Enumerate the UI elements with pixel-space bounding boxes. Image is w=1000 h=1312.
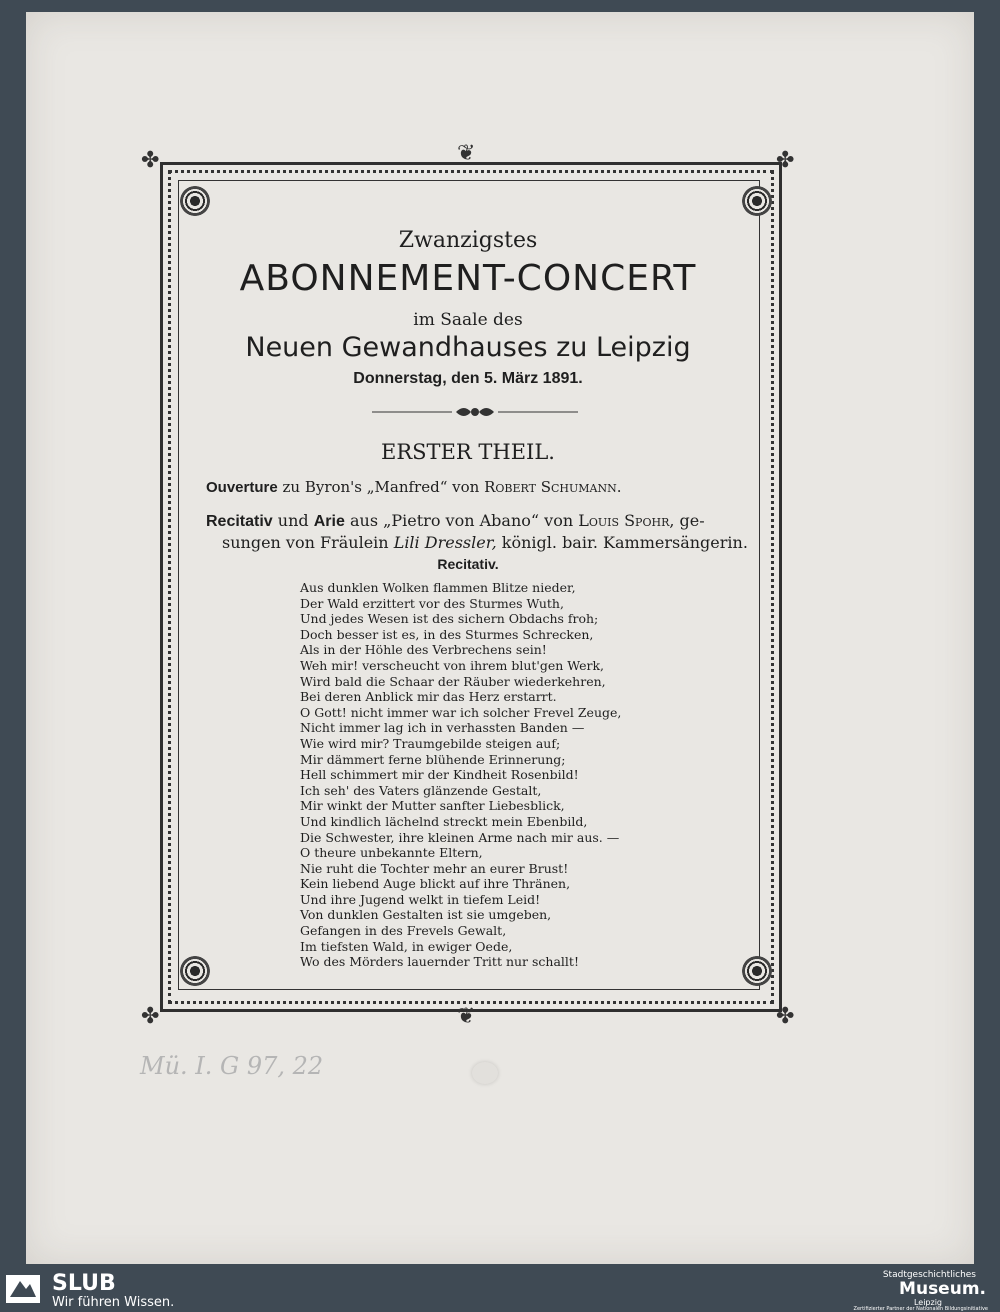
verse-line: Nie ruht die Tochter mehr an eurer Brust!	[300, 860, 569, 876]
verse-line: Der Wald erzittert vor des Sturmes Wuth,	[300, 595, 564, 611]
verse-line: Hell schimmert mir der Kindheit Rosenbild!	[300, 767, 579, 783]
hyphenation: ge-	[679, 511, 705, 530]
verse-line: O Gott! nicht immer war ich solcher Frevel Zeuge,	[300, 704, 622, 720]
verse-line: Im tiefsten Wald, in ewiger Oede,	[300, 938, 513, 954]
concert-date: Donnerstag, den 5. März 1891.	[353, 370, 583, 387]
verse-line: Mir dämmert ferne blühende Erinnerung;	[300, 751, 566, 767]
museum-wordmark[interactable]: Museum.	[899, 1279, 986, 1299]
performer-intro: sungen von Fräulein	[222, 533, 389, 552]
verse-line: Als in der Höhle des Verbrechens sein!	[300, 642, 547, 658]
verse-line: Kein liebend Auge blickt auf ihre Thränen,	[300, 876, 571, 892]
verse-line: Aus dunklen Wolken flammen Blitze nieder,	[300, 580, 576, 595]
composer-name: Robert Schumann.	[484, 478, 622, 496]
corner-scroll-icon: ✤	[776, 148, 795, 173]
fleuron-bottom-icon: ❦	[457, 1004, 476, 1029]
work-type: Recitativ	[206, 513, 273, 530]
verse-line: Wird bald die Schaar der Räuber wiederkehren,	[300, 673, 606, 689]
work-type: Arie	[313, 513, 345, 530]
fleuron-top-icon: ❦	[457, 141, 476, 166]
corner-scroll-icon: ✤	[776, 1004, 795, 1029]
verse-line: Die Schwester, ihre kleinen Arme nach mir aus. —	[300, 829, 620, 845]
verse-line: Nicht immer lag ich in verhassten Banden —	[300, 720, 585, 736]
museum-certification: Zertifizierter Partner der Nationalen Bildungsinitiative	[853, 1306, 988, 1312]
recitative-text	[300, 580, 621, 970]
museum-city: Leipzig	[913, 1298, 942, 1307]
blind-stamp	[472, 1062, 498, 1084]
part-heading: ERSTER THEIL.	[381, 440, 555, 464]
program-item-overture	[206, 476, 756, 499]
venue-name: Neuen Gewandhauses zu Leipzig	[245, 332, 691, 363]
verse-line: Bei deren Anblick mir das Herz erstarrt.	[300, 689, 557, 705]
corner-ornament-icon	[180, 186, 210, 216]
verse-line: O theure unbekannte Eltern,	[300, 845, 483, 861]
verse-line: Von dunklen Gestalten ist sie umgeben,	[300, 907, 552, 923]
slub-logo-icon[interactable]	[6, 1275, 40, 1303]
verse-line: Doch besser ist es, in des Sturmes Schrecken,	[300, 626, 594, 642]
work-description: zu Byron's „Manfred“ von	[282, 478, 480, 496]
corner-scroll-icon: ✤	[141, 148, 160, 173]
composer-name: Louis Spohr,	[578, 511, 675, 530]
recitative-heading: Recitativ.	[437, 556, 499, 572]
program-item-aria	[206, 510, 756, 533]
verse-line: Wo des Mörders lauernder Tritt nur schallt!	[300, 954, 579, 970]
singer-title: königl. bair. Kammersängerin.	[501, 533, 748, 552]
work-description: aus „Pietro von Abano“ von	[349, 511, 574, 530]
ornamental-divider-icon	[372, 404, 578, 420]
museum-label-small: Stadtgeschichtliches	[882, 1270, 976, 1280]
slub-tagline: Wir führen Wissen.	[52, 1295, 175, 1310]
verse-line: Weh mir! verscheucht von ihrem blut'gen Werk,	[300, 657, 605, 673]
corner-ornament-icon	[742, 956, 772, 986]
verse-line: Gefangen in des Frevels Gewalt,	[300, 923, 507, 939]
performer-line	[222, 532, 762, 554]
concert-number: Zwanzigstes	[398, 228, 538, 253]
corner-ornament-icon	[180, 956, 210, 986]
corner-ornament-icon	[742, 186, 772, 216]
concert-title: ABONNEMENT-CONCERT	[239, 258, 697, 299]
verse-line: Mir winkt der Mutter sanfter Liebesblick,	[300, 798, 565, 814]
work-type: Ouverture	[206, 479, 278, 496]
verse-line: Und kindlich lächelnd streckt mein Ebenbild,	[300, 813, 588, 829]
conjunction: und	[277, 511, 309, 530]
verse-line: Ich seh' des Vaters glänzende Gestalt,	[300, 782, 542, 798]
singer-name: Lili Dressler,	[393, 533, 497, 552]
venue-intro: im Saale des	[413, 310, 523, 330]
slub-wordmark[interactable]: SLUB	[52, 1271, 116, 1296]
verse-line: Und ihre Jugend welkt in tiefem Leid!	[300, 891, 541, 907]
verse-line: Wie wird mir? Traumgebilde steigen auf;	[300, 735, 561, 751]
corner-scroll-icon: ✤	[141, 1004, 160, 1029]
verse-line: Und jedes Wesen ist des sichern Obdachs froh;	[300, 611, 599, 627]
shelfmark-annotation: Mü. I. G 97, 22	[140, 1052, 324, 1080]
viewer-footer	[0, 1267, 1000, 1312]
